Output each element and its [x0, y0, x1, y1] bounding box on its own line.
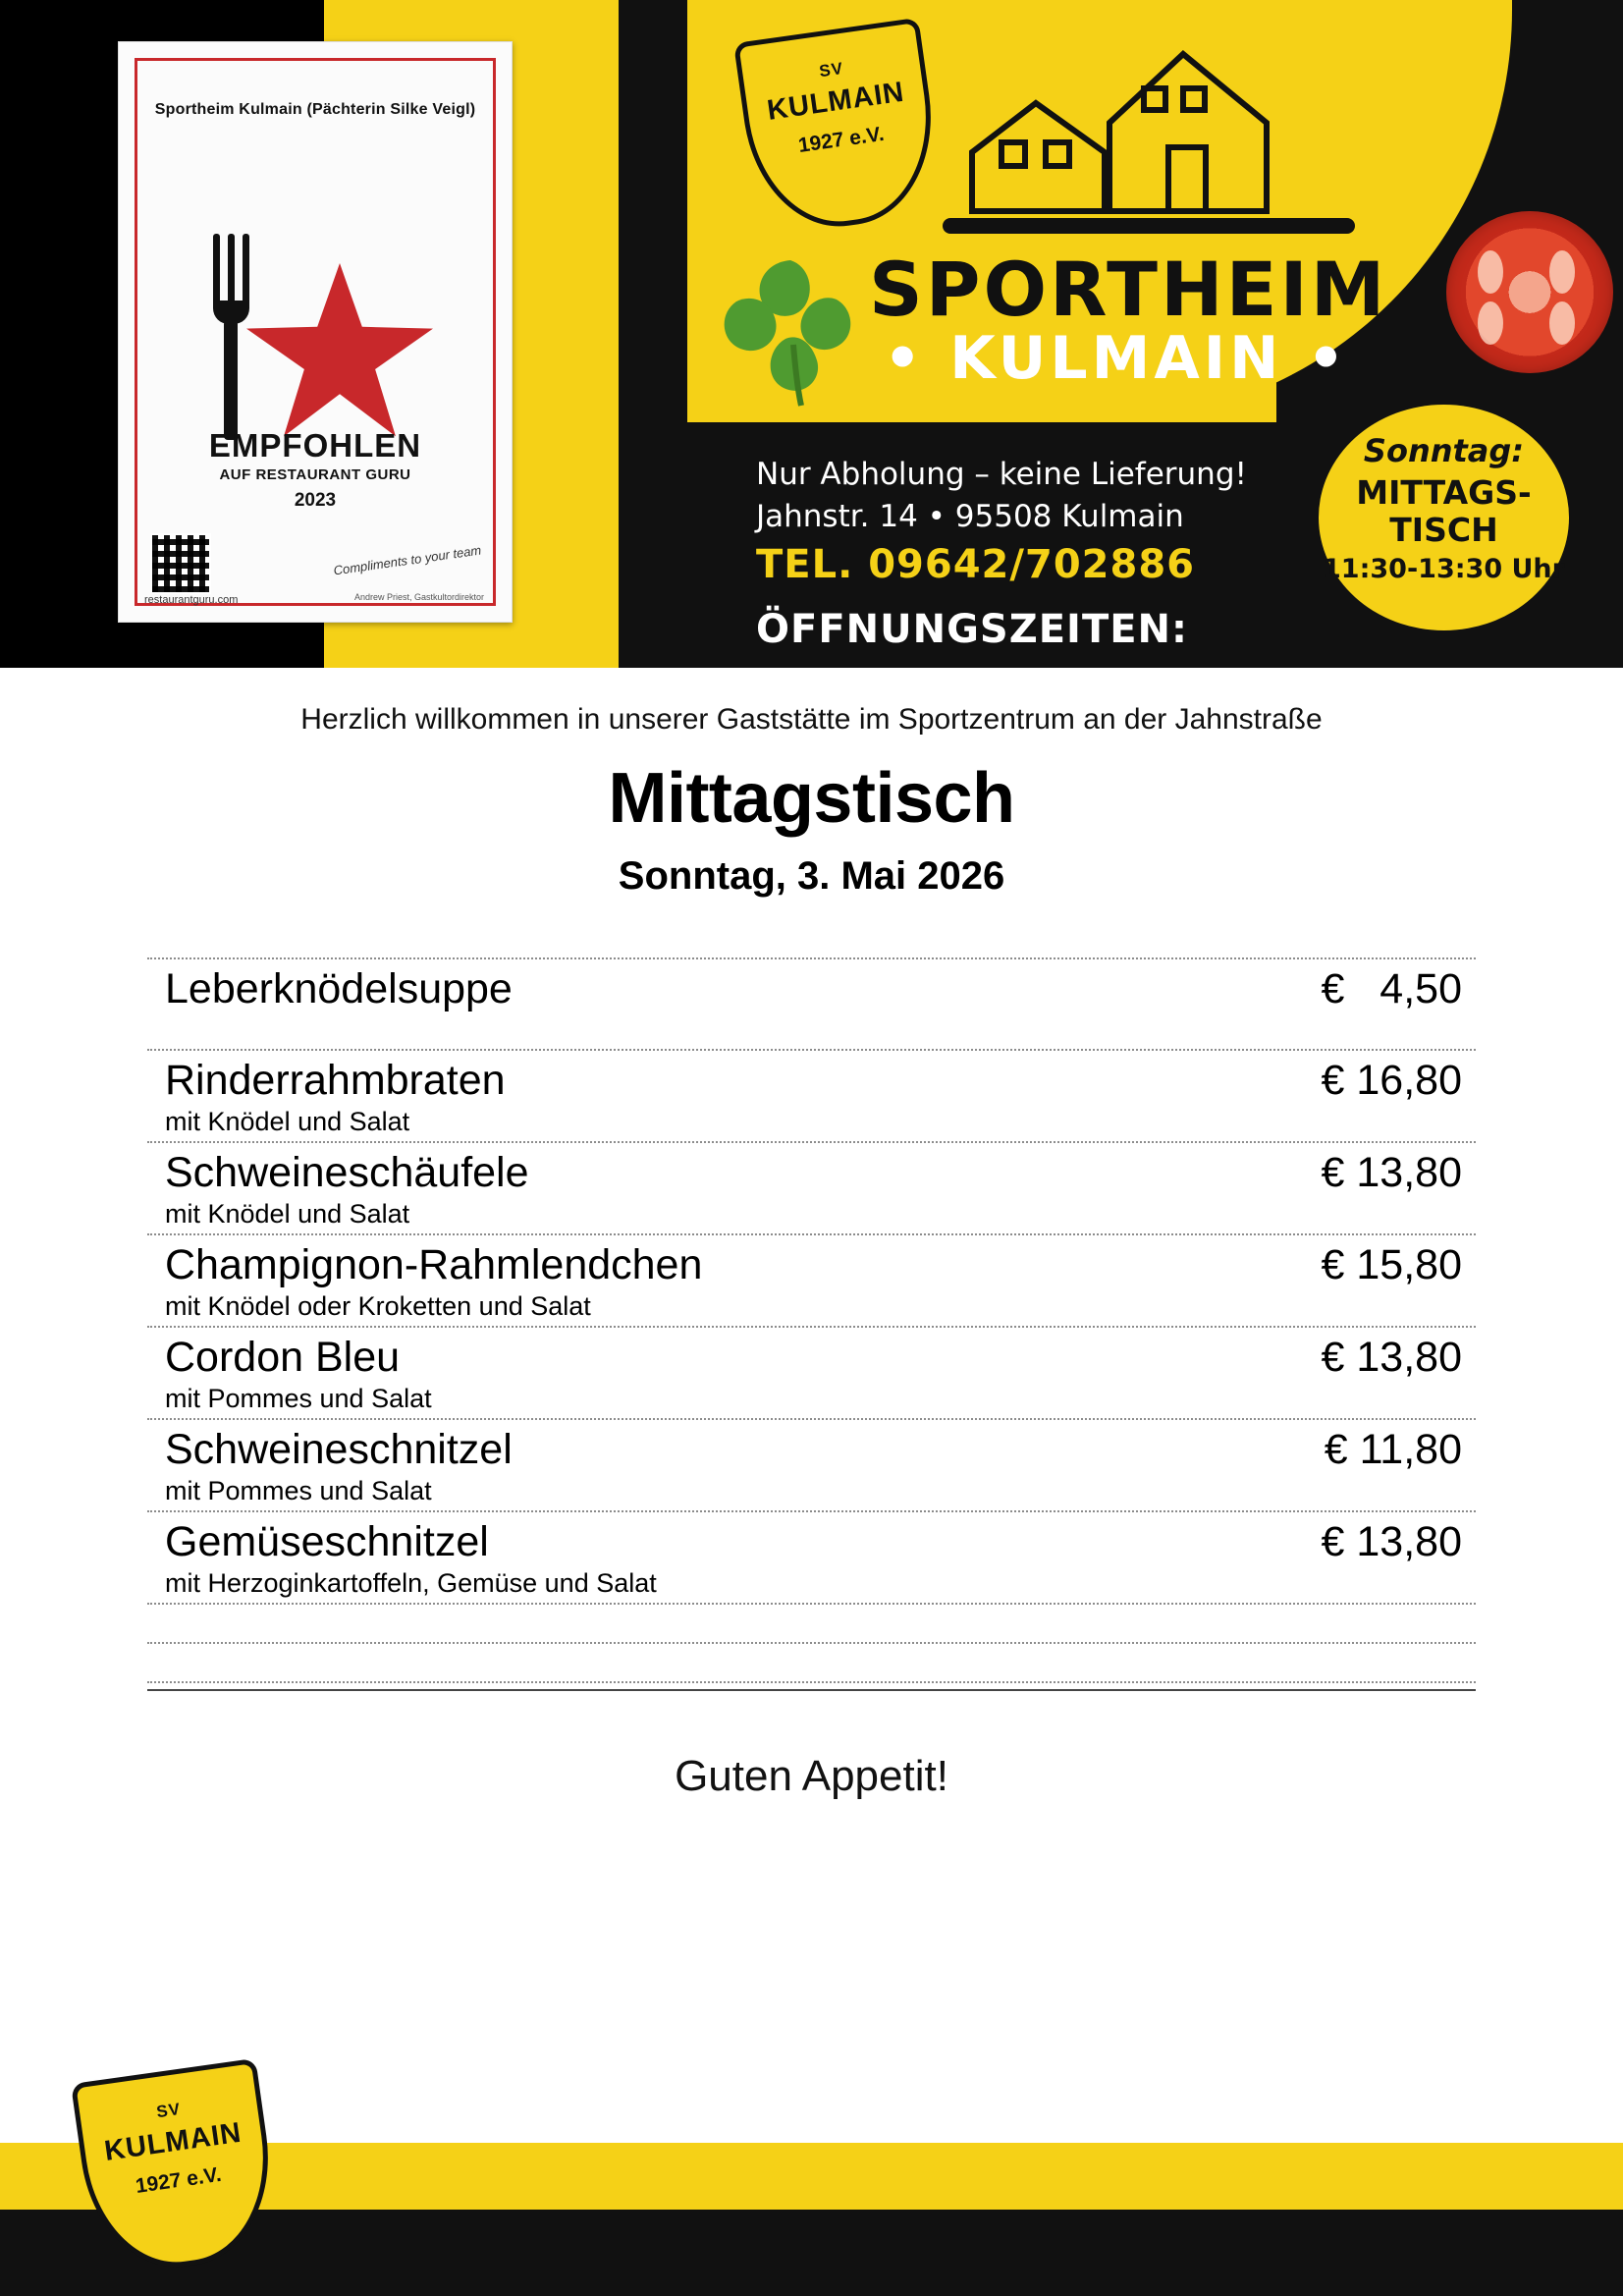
sunday-lunch-badge	[1319, 405, 1569, 630]
certificate-year: 2023	[294, 490, 337, 511]
menu-empty-row	[147, 1681, 1476, 1689]
menu-item-price: € 15,80	[1321, 1241, 1462, 1288]
parsley-icon	[707, 250, 874, 408]
certificate-url: restaurantguru.com	[144, 594, 239, 606]
menu-item-description: mit Pommes und Salat	[165, 1384, 432, 1413]
menu-item-description: mit Pommes und Salat	[165, 1476, 432, 1505]
menu-item-description: mit Knödel oder Kroketten und Salat	[165, 1291, 591, 1321]
menu-item-price: € 16,80	[1321, 1057, 1462, 1104]
menu-item	[147, 1143, 1476, 1199]
sunday-badge-hours: 11:30-13:30 Uhr	[1323, 554, 1565, 584]
sunday-badge-line-1: Sonntag:	[1363, 432, 1525, 469]
footer-crest-line-1: SV	[155, 2099, 183, 2122]
menu-item	[147, 959, 1476, 1015]
menu-list	[147, 957, 1476, 1689]
menu-empty-row	[147, 1642, 1476, 1681]
opening-hours-label: ÖFFNUNGSZEITEN:	[756, 607, 1189, 652]
brush-stroke-divider	[943, 218, 1355, 234]
menu-item-price: € 13,80	[1321, 1334, 1462, 1381]
crest-line-3: 1927 e.V.	[796, 122, 886, 157]
footer-crest-line-2: KULMAIN	[102, 2116, 244, 2167]
menu-item	[147, 1328, 1476, 1384]
menu-item-price: € 4,50	[1321, 965, 1462, 1012]
certificate-award-sublabel: AUF RESTAURANT GURU	[219, 466, 411, 483]
header-banner	[0, 0, 1623, 668]
menu-item-description: mit Knödel und Salat	[165, 1107, 410, 1136]
menu-spacer	[147, 1015, 1476, 1049]
menu-item-name: Rinderrahmbraten	[165, 1057, 506, 1104]
menu-item-name: Champignon-Rahmlendchen	[165, 1241, 703, 1288]
menu-date: Sonntag, 3. Mai 2026	[618, 854, 1005, 898]
certificate-award-label: EMPFOHLEN	[208, 427, 422, 464]
page-title: Mittagstisch	[608, 759, 1015, 838]
menu-item-name: Cordon Bleu	[165, 1334, 401, 1381]
menu-item	[147, 1512, 1476, 1568]
sunday-badge-line-2: MITTAGS-	[1356, 473, 1532, 512]
brand-wordmark-kulmain: • KULMAIN •	[884, 324, 1349, 393]
welcome-text: Herzlich willkommen in unserer Gaststätte im Sportzentrum an der Jahnstraße	[300, 703, 1323, 736]
menu-item-description: mit Herzoginkartoffeln, Gemüse und Salat	[165, 1568, 657, 1598]
fork-icon	[209, 234, 254, 440]
sunday-badge-line-3: TISCH	[1389, 511, 1498, 549]
menu-item-name: Gemüseschnitzel	[165, 1518, 489, 1565]
menu-empty-row	[147, 1603, 1476, 1642]
tomato-icon	[1446, 211, 1613, 373]
menu-content	[0, 668, 1623, 1801]
footer-crest-line-3: 1927 e.V.	[134, 2162, 223, 2198]
page-footer	[0, 2085, 1623, 2296]
menu-item	[147, 1420, 1476, 1476]
qr-code-icon	[150, 533, 211, 594]
clubhouse-icon	[943, 34, 1316, 231]
menu-item	[147, 1051, 1476, 1107]
certificate-title: Sportheim Kulmain (Pächterin Silke Veigl)	[154, 101, 476, 118]
certificate-artwork	[119, 150, 512, 396]
menu-item-price: € 13,80	[1321, 1149, 1462, 1196]
certificate-signature-name: Andrew Priest, Gastkultordirektor	[353, 592, 484, 602]
menu-item-name: Leberknödelsuppe	[165, 965, 513, 1012]
menu-item-name: Schweineschäufele	[165, 1149, 529, 1196]
crest-line-1: SV	[818, 58, 845, 82]
certificate-signature: Compliments to your team	[332, 542, 483, 578]
menu-item-name: Schweineschnitzel	[165, 1426, 513, 1473]
restaurant-guru-certificate	[118, 41, 513, 623]
brand-wordmark-sportheim: SPORTHEIM	[869, 246, 1388, 333]
menu-item-price: € 13,80	[1321, 1518, 1462, 1565]
closing-text: Guten Appetit!	[675, 1752, 948, 1800]
menu-item-description: mit Knödel und Salat	[165, 1199, 410, 1229]
crest-line-2: KULMAIN	[765, 76, 907, 127]
menu-closing-rule	[147, 1689, 1476, 1691]
address-line: Jahnstr. 14 • 95508 Kulmain	[756, 499, 1184, 534]
menu-item	[147, 1235, 1476, 1291]
pickup-notice: Nur Abholung – keine Lieferung!	[756, 457, 1247, 492]
phone-number[interactable]: TEL. 09642/702886	[756, 542, 1195, 587]
menu-item-price: € 11,80	[1324, 1426, 1462, 1473]
